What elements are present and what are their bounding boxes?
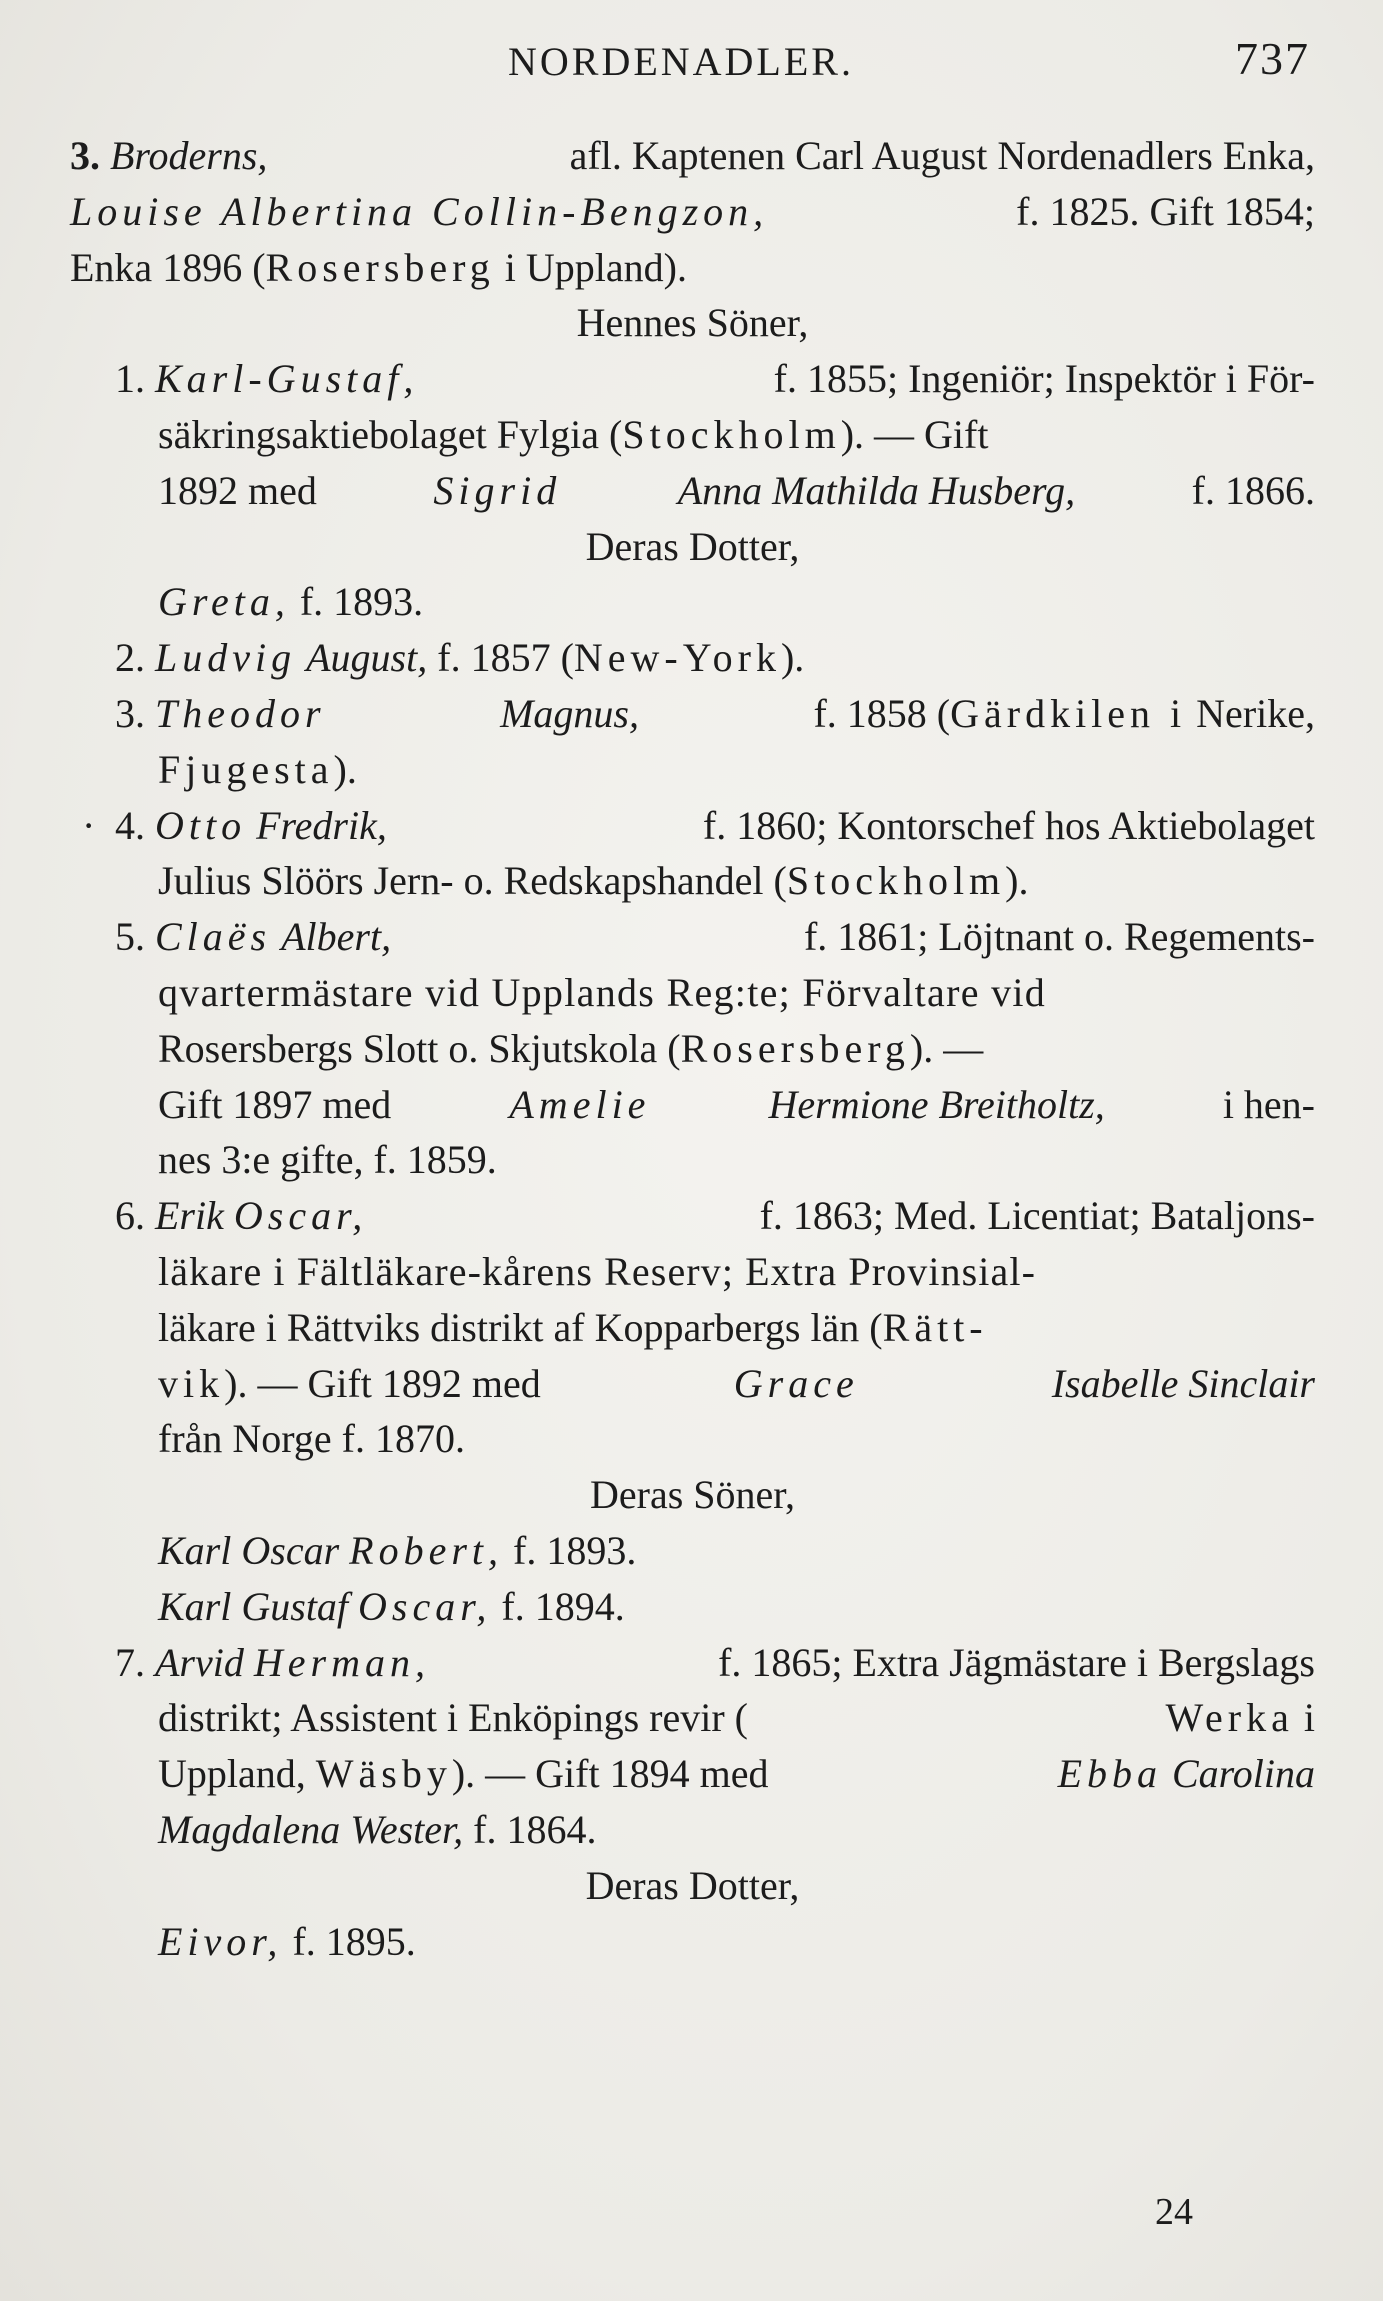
person-name: Robert, — [349, 1527, 504, 1573]
line-text: ). — Gift — [840, 411, 989, 457]
page-number: 737 — [1235, 33, 1310, 84]
person-name: Isabelle Sinclair — [1051, 1360, 1315, 1406]
text-line — [70, 1914, 1315, 1970]
line-text: Rosersbergs Slott o. Skjutskola ( — [158, 1025, 681, 1071]
line-text: ). — Gift 1892 med — [224, 1360, 541, 1406]
person-name: Ludvig — [155, 635, 297, 681]
place-name: vik — [158, 1360, 225, 1406]
person-name: August, — [306, 635, 428, 681]
text-line — [70, 184, 1315, 240]
line-text: i — [1303, 1695, 1315, 1741]
line-text: qvartermästare vid Upplands Reg:te; Förvaltare vid — [158, 969, 1047, 1015]
person-name: Amelie — [509, 1081, 651, 1127]
text-line — [70, 463, 1315, 519]
person-name: Albert, — [281, 914, 392, 960]
line-text: Gift 1897 med — [158, 1081, 392, 1127]
line-text: f. 1863; Med. Licentiat; Bataljons- — [759, 1193, 1315, 1239]
person-name: Oscar, — [233, 1193, 368, 1239]
line-text: i hen- — [1222, 1081, 1315, 1127]
margin-mark: · — [82, 802, 96, 848]
line-text: Julius Slöörs Jern- o. Redskapshandel ( — [158, 858, 787, 904]
text-line — [70, 1579, 1315, 1635]
line-text: f. 1893. — [513, 1527, 637, 1573]
line-text: f. 1894. — [501, 1583, 625, 1629]
text-line — [70, 909, 1315, 965]
line-text: 1892 med — [158, 467, 317, 513]
text-line — [70, 1077, 1315, 1133]
person-name: Fredrik, — [256, 802, 387, 848]
text-line — [70, 853, 1315, 909]
line-text: ). — — [909, 1025, 984, 1071]
line-text: läkare i Fältläkare-kårens Reserv; Extra Provinsial- — [158, 1248, 1037, 1294]
person-name: Karl Oscar — [158, 1527, 340, 1573]
text-line — [70, 1356, 1315, 1412]
line-text: ). — [1005, 858, 1029, 904]
line-text: från Norge f. 1870. — [158, 1416, 465, 1462]
line-text: ). — [333, 746, 357, 792]
person-name: Broderns, — [110, 133, 268, 178]
line-text: Uppland, — [158, 1751, 306, 1797]
entry-number: 3. — [70, 133, 100, 178]
line-text: ). — [780, 635, 805, 681]
entry-number: 3. — [115, 690, 145, 736]
text-line — [70, 128, 1315, 184]
person-name: Herman, — [253, 1639, 430, 1685]
person-name: Karl Gustaf — [158, 1583, 349, 1629]
signature-mark: 24 — [1155, 2191, 1193, 2233]
person-name: Louise Albertina Collin-Bengzon, — [70, 188, 769, 234]
entry-number: 1. — [115, 356, 145, 402]
section-heading: Deras Dotter, — [585, 523, 800, 569]
entry-number: 2. — [115, 635, 145, 681]
line-text: f. 1866. — [1191, 467, 1315, 513]
entry-number: 5. — [115, 914, 145, 960]
person-name: Carolina — [1172, 1751, 1315, 1797]
place-name: Stockholm — [622, 411, 841, 457]
text-line — [70, 1188, 1315, 1244]
line-text: f. 1895. — [292, 1918, 416, 1964]
line-text: läkare i Rättviks distrikt af Kopparbergs län ( — [158, 1304, 883, 1350]
text-line — [70, 1132, 1315, 1188]
line-text: f. 1861; Löjtnant o. Regements- — [803, 914, 1315, 960]
section-heading: Deras Dotter, — [585, 1862, 800, 1908]
line-text: Enka 1896 ( — [70, 244, 266, 290]
line-text: f. 1893. — [299, 579, 424, 625]
line-text: Nerike, — [1196, 690, 1315, 736]
text-line — [70, 742, 1315, 798]
line-text: ). — Gift 1894 med — [451, 1751, 769, 1797]
text-line — [70, 351, 1315, 407]
line-text: säkringsaktiebolaget Fylgia ( — [158, 411, 623, 457]
person-name: Magdalena Wester, — [158, 1806, 464, 1852]
page-header — [150, 30, 1310, 90]
place-name: Werka — [1165, 1695, 1294, 1741]
line-text: afl. Kaptenen Carl August Nordenadlers Enka, — [569, 133, 1315, 178]
person-name: Anna Mathilda Husberg, — [677, 467, 1076, 513]
person-name: Grace — [733, 1360, 859, 1406]
person-name: Erik — [155, 1193, 224, 1239]
text-line — [70, 1411, 1315, 1467]
line-text: f. 1855; Ingeniör; Inspektör i För- — [773, 356, 1315, 402]
person-name: Arvid — [155, 1639, 244, 1685]
text-line — [70, 1635, 1315, 1691]
place-name: Rosersberg — [265, 244, 495, 290]
text-line — [70, 1690, 1315, 1746]
text-line — [70, 798, 1315, 854]
text-line — [70, 965, 1315, 1021]
text-line — [70, 1802, 1315, 1858]
line-text: f. 1865; Extra Jägmästare i Bergslags — [718, 1639, 1315, 1685]
place-name: New-York — [573, 635, 781, 681]
place-name: Rätt- — [882, 1304, 988, 1350]
text-line — [70, 240, 1315, 296]
place-name: Gärdkilen i — [950, 690, 1187, 736]
entry-number: 7. — [115, 1639, 145, 1685]
text-line — [70, 574, 1315, 630]
place-name: Stockholm — [786, 858, 1006, 904]
text-line — [70, 1523, 1315, 1579]
person-name: Hermione Breitholtz, — [768, 1081, 1105, 1127]
place-name: Wäsby — [315, 1751, 452, 1797]
line-text: f. 1857 ( — [437, 635, 574, 681]
entry-number: 6. — [115, 1193, 145, 1239]
running-title: NORDENADLER. — [508, 39, 854, 84]
line-text: f. 1825. Gift 1854; — [1016, 188, 1315, 234]
place-name: Fjugesta — [158, 746, 334, 792]
person-name: Eivor, — [158, 1918, 283, 1964]
line-text: nes 3:e gifte, f. 1859. — [158, 1137, 497, 1183]
person-name: Claës — [155, 914, 272, 960]
genealogy-text — [70, 128, 1315, 1969]
text-line — [70, 1746, 1315, 1802]
person-name: Otto — [155, 802, 247, 848]
line-text: f. 1860; Kontorschef hos Aktiebolaget — [702, 802, 1315, 848]
person-name: Sigrid — [433, 467, 562, 513]
text-line — [70, 1021, 1315, 1077]
line-text: f. 1864. — [473, 1806, 597, 1852]
line-text: i Uppland). — [504, 244, 687, 290]
text-line — [70, 1300, 1315, 1356]
text-line — [70, 630, 1315, 686]
entry-number: 4. — [115, 802, 145, 848]
text-line — [70, 407, 1315, 463]
line-text: f. 1858 ( — [813, 690, 951, 736]
section-heading: Hennes Söner, — [576, 300, 809, 346]
person-name: Theodor — [155, 690, 326, 736]
text-line — [70, 686, 1315, 742]
person-name: Karl-Gustaf, — [155, 356, 419, 402]
line-text: distrikt; Assistent i Enköpings revir ( — [158, 1695, 748, 1741]
place-name: Rosersberg — [680, 1025, 910, 1071]
person-name: Oscar, — [358, 1583, 492, 1629]
section-heading: Deras Söner, — [590, 1472, 795, 1518]
person-name: Ebba — [1057, 1751, 1162, 1797]
person-name: Magnus, — [500, 690, 639, 736]
person-name: Greta, — [158, 579, 290, 625]
text-line — [70, 1244, 1315, 1300]
